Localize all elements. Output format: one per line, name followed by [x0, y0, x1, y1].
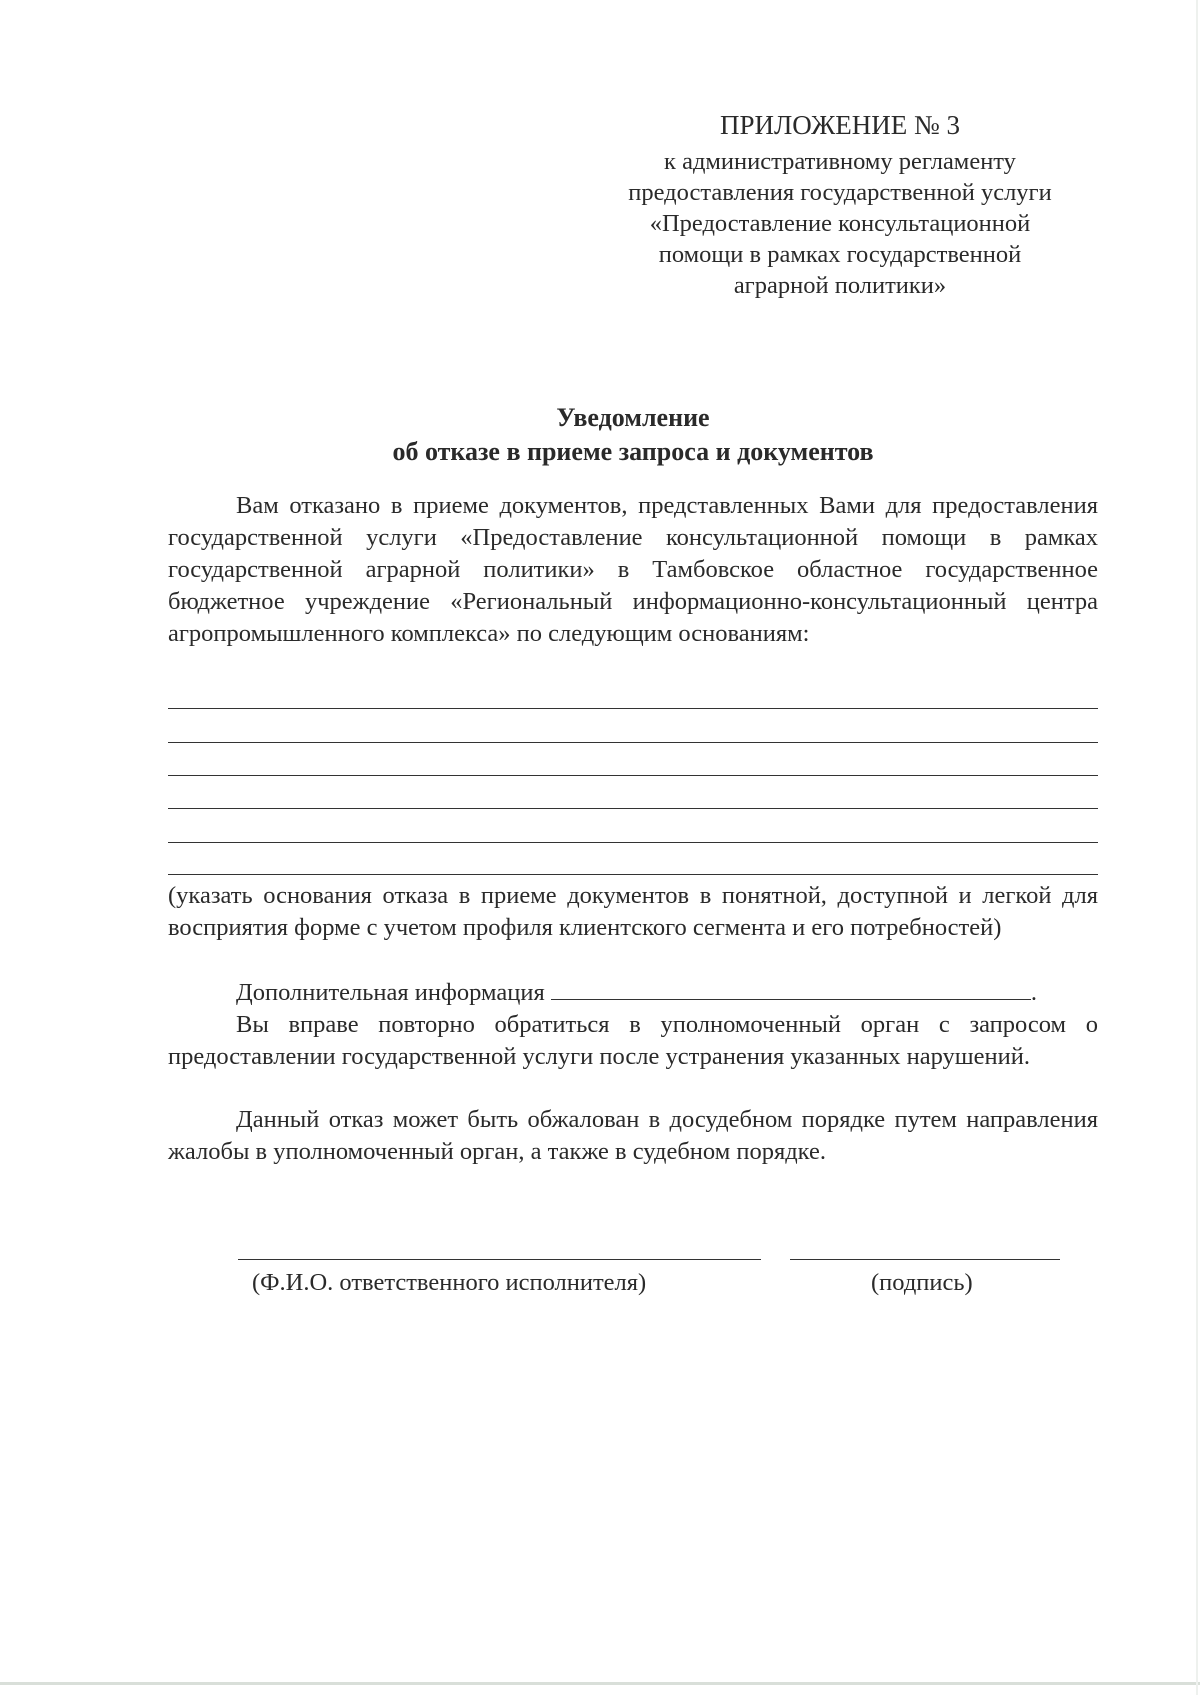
additional-info-end: .: [1030, 979, 1037, 1006]
reason-line-6[interactable]: [168, 874, 1098, 875]
appendix-line: «Предоставление консультационной: [649, 210, 1031, 237]
intro-paragraph: [168, 490, 1098, 650]
appendix-line: предоставления государственной услуги: [628, 179, 1052, 206]
appeal-text: Данный отказ может быть обжалован в досудебном порядке путем направления жалобы в уполномоченный орган, а также в судебном порядке.: [168, 1106, 1098, 1165]
reason-hint-paragraph: [168, 880, 1098, 944]
appendix-line: аграрной политики»: [733, 272, 947, 299]
appendix-block: [560, 108, 1120, 301]
appeal-paragraph: [168, 1104, 1098, 1168]
scan-edge-bottom: [0, 1682, 1200, 1685]
reason-hint: (указать основания отказа в приеме документов в понятной, доступной и легкой для восприятия форме с учетом профиля клиентского сегмента и его потребностей): [168, 882, 1098, 941]
signature-caption: (подпись): [871, 1269, 973, 1296]
intro-text: Вам отказано в приеме документов, представленных Вами для предоставления государственной услуги «Предоставление консультационной помощи в рамках государственной аграрной политики» в Тамбовское областное государственное бюджетное учреждение «Региональный информационно-консультационный центра агропромышленного комплекса» по следующим основаниям:: [168, 492, 1098, 647]
scan-edge-right: [1196, 0, 1198, 1695]
notice-title-line: об отказе в приеме запроса и документов: [392, 437, 874, 466]
appendix-line: к административному регламенту: [664, 148, 1016, 175]
notice-title: [168, 401, 1098, 469]
reapply-paragraph: [168, 1009, 1098, 1073]
reason-line-2[interactable]: [168, 742, 1098, 743]
additional-info-label: Дополнительная информация: [236, 979, 545, 1006]
reapply-text: Вы вправе повторно обратиться в уполномоченный орган с запросом о предоставлении государственной услуги после устранения указанных нарушений.: [168, 1011, 1098, 1070]
signature-line[interactable]: [790, 1259, 1060, 1260]
reason-line-1[interactable]: [168, 708, 1098, 709]
additional-info-row: [168, 977, 1098, 1009]
name-signature-line[interactable]: [238, 1259, 761, 1260]
reason-line-4[interactable]: [168, 808, 1098, 809]
appendix-heading: ПРИЛОЖЕНИЕ № 3: [719, 110, 961, 140]
reason-line-5[interactable]: [168, 842, 1098, 843]
notice-title-line: Уведомление: [556, 403, 710, 432]
additional-info-field[interactable]: [551, 977, 1031, 1000]
reason-line-3[interactable]: [168, 775, 1098, 776]
name-caption: (Ф.И.О. ответственного исполнителя): [252, 1269, 647, 1296]
appendix-line: помощи в рамках государственной: [658, 241, 1022, 268]
